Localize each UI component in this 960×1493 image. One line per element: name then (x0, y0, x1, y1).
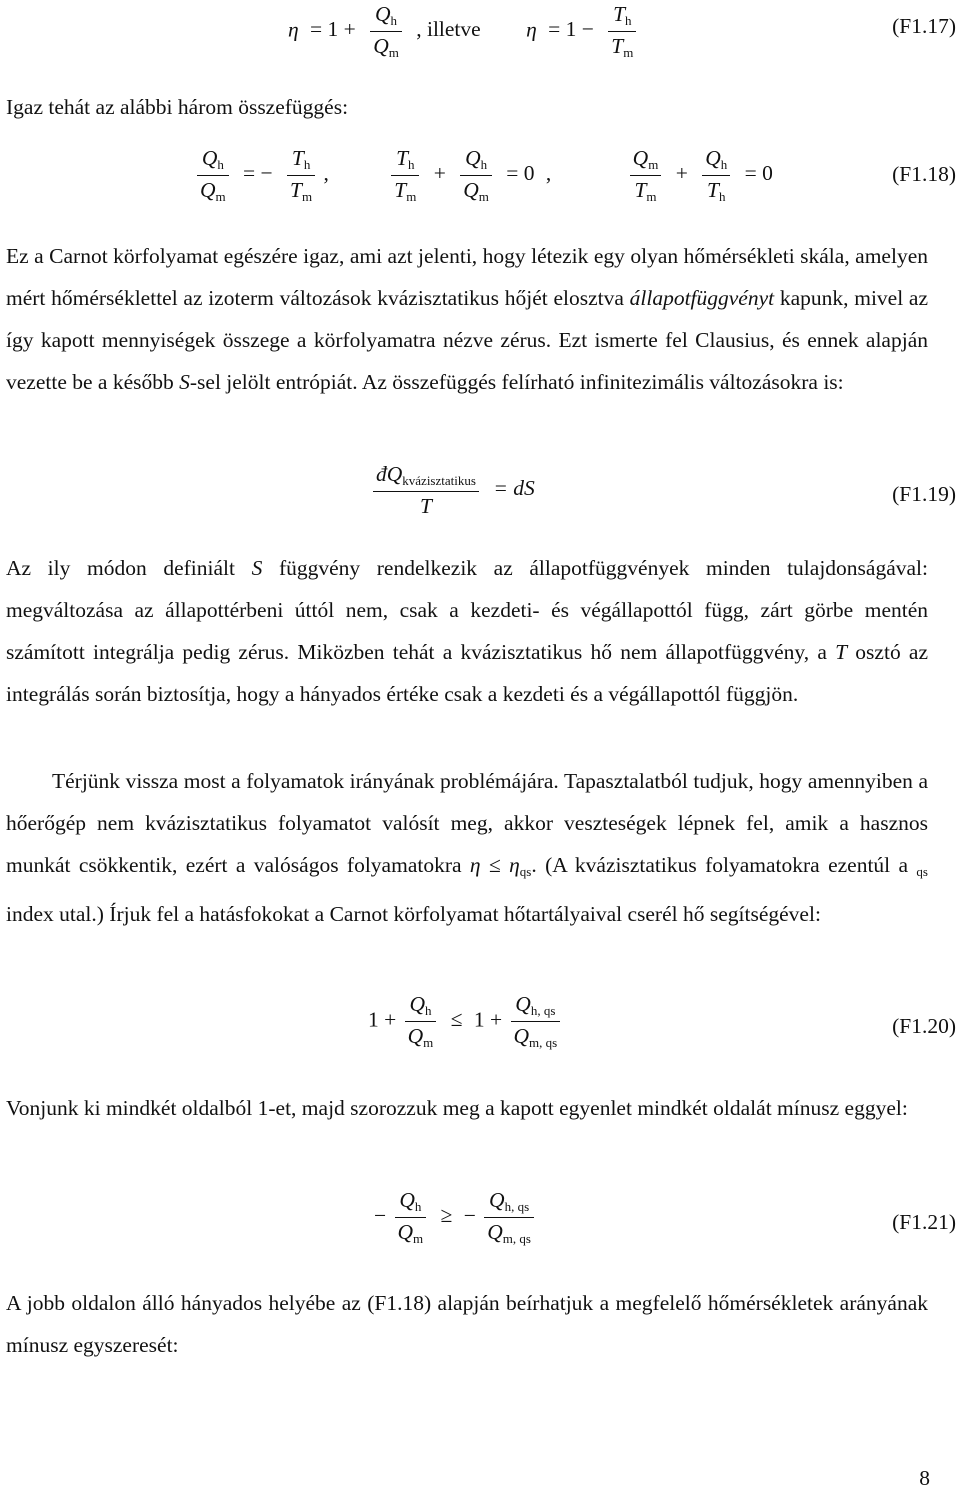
equation-f1-17 (0, 0, 960, 80)
operator: = 1 + (310, 17, 356, 42)
paragraph: Az ily módon definiált S függvény rendelkezik az állapotfüggvények minden tulajdonságával: megváltozása az állapottérbeni úttól nem, csak a kezdeti- és végállapottól függ, zárt görbe mentén számított integrálja pedig zérus. Miközben tehát a kvázisztatikus hő nem állapotfüggvény, a T osztó az integrálás során biztosítja, hogy a hányados értéke csak a kezdeti és a végállapottól függjön. (6, 556, 928, 706)
equation-number: (F1.21) (892, 1210, 956, 1234)
equation-f1-20 (0, 990, 960, 1070)
paragraph: Igaz tehát az alábbi három összefüggés: (6, 95, 349, 119)
fraction: $\frac{Q_h}{Q_m}$ (370, 2, 402, 61)
paragraph: Ez a Carnot körfolyamat egészére igaz, ami azt jelenti, hogy létezik egy olyan hőmérsékleti skála, amelyen mért hőmérséklettel az izoterm változások kvázisztatikus hőjét elosztva állapotfüggvényt kapunk, mivel az így kapott mennyiségek összege a körfolyamatra nézve zérus. Ezt ismerte fel Clausius, és ennek alapján vezette be a később S-sel jelölt entrópiát. Az összefüggés felírható infinitezimális változásokra is: (6, 244, 928, 394)
fraction: $\frac{Q_{h, qs}}{Q_{m, qs}}$ (511, 992, 561, 1051)
equation-f1-21-body: − $\frac{Q_h}{Q_m}$ ≥ − $\frac{Q_{h, qs}}{Q_{m, qs}}$ (374, 1188, 537, 1247)
equation-f1-19 (0, 458, 960, 538)
equation-number: (F1.17) (892, 14, 956, 38)
fraction: $\frac{T_h}{T_m}$ (287, 146, 315, 205)
equation-f1-21 (0, 1186, 960, 1266)
equation-f1-19-body: $\frac{đQ_{kvázisztatikus}}{T}$ = dS (370, 462, 541, 519)
illetve-text: , illetve (416, 17, 481, 42)
equation-number: (F1.18) (892, 162, 956, 186)
page-number: 8 (919, 1466, 930, 1490)
equation-f1-18-body: $\frac{Q_h}{Q_m}$ = − $\frac{T_h}{T_m}$ , $\frac{T_h}{T_m}$ + $\frac{Q_h}{Q_m}$ = 0 , $\frac{Q_m}{T_m}$ + $\frac{Q_h}{T_h}$ = 0 (194, 146, 779, 205)
eta-symbol: η (288, 17, 299, 42)
fraction: $\frac{Q_h}{Q_m}$ (460, 146, 492, 205)
equation-number: (F1.19) (892, 482, 956, 506)
fraction: $\frac{Q_h}{Q_m}$ (197, 146, 229, 205)
fraction: $\frac{Q_h}{T_h}$ (702, 146, 730, 205)
eta-symbol: η (526, 17, 537, 42)
paragraph: Vonjunk ki mindkét oldalból 1-et, majd szorozzuk meg a kapott egyenlet mindkét oldalát mínusz eggyel: (6, 1096, 908, 1120)
fraction: $\frac{Q_h}{Q_m}$ (405, 992, 437, 1051)
fraction: $\frac{T_h}{T_m}$ (608, 2, 636, 61)
paragraph: A jobb oldalon álló hányados helyébe az (F1.18) alapján beírhatjuk a megfelelő hőmérsékletek arányának mínusz egyszeresét: (6, 1291, 928, 1357)
fraction: $\frac{Q_h}{Q_m}$ (395, 1188, 427, 1247)
equation-f1-18 (0, 140, 960, 220)
equation-f1-17-left (288, 2, 639, 61)
operator: = 1 − (548, 17, 594, 42)
paragraph: Térjünk vissza most a folyamatok irányának problémájára. Tapasztalatból tudjuk, hogy amennyiben a hőerőgép nem kvázisztatikus folyamatot valósít meg, akkor veszteségek lépnek fel, amik a hasznos munkát csökkentik, ezért a valóságos folyamatokra $\eta \le \eta_{qs}$. (A kvázisztatikus folyamatokra ezentúl a $_{qs}$ index utal.) Írjuk fel a hatásfokokat a Carnot körfolyamat hőtartályaival cserél hő segítségével: (6, 769, 928, 926)
fraction: $\frac{đQ_{kvázisztatikus}}{T}$ (373, 462, 479, 519)
equation-number: (F1.20) (892, 1014, 956, 1038)
fraction: $\frac{T_h}{T_m}$ (391, 146, 419, 205)
equation-f1-20-body: 1 + $\frac{Q_h}{Q_m}$ ≤ 1 + $\frac{Q_{h, qs}}{Q_{m, qs}}$ (368, 992, 563, 1051)
fraction: $\frac{Q_{h, qs}}{Q_{m, qs}}$ (484, 1188, 534, 1247)
fraction: $\frac{Q_m}{T_m}$ (630, 146, 662, 205)
